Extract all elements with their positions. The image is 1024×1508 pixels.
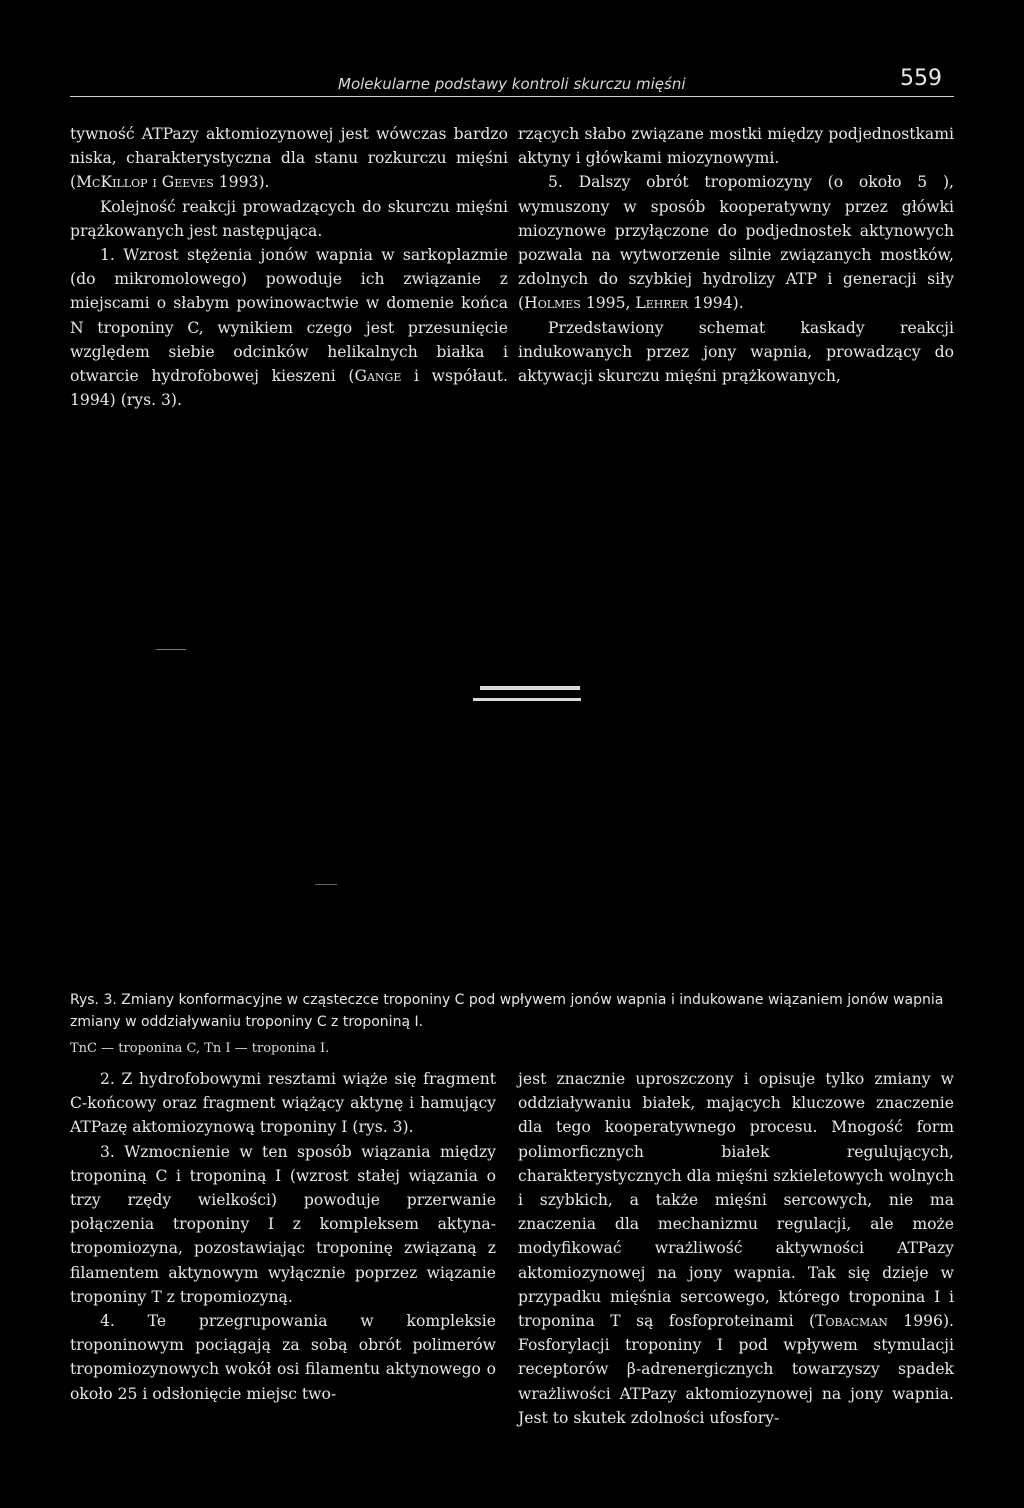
citation: Lehrer — [635, 294, 688, 313]
citation: Holmes — [524, 294, 581, 313]
paragraph: Kolejność reakcji prowadzących do skurczu mięśni prążkowanych jest następująca. — [70, 197, 508, 240]
running-header — [70, 66, 954, 97]
figure-legend: TnC — troponina C, Tn I — troponina I. — [70, 1041, 330, 1056]
figure-caption: Rys. 3. Zmiany konformacyjne w cząsteczce troponiny C pod wpływem jonów wapnia i indukowane wiązaniem jonów wapnia zmiany w oddziaływaniu troponiny C z troponiną I. — [70, 992, 944, 1030]
figure-mark — [480, 686, 580, 690]
column-top-right — [518, 122, 954, 388]
column-top-left — [70, 122, 508, 412]
paragraph: 4. Te przegrupowania w kompleksie troponinowym pociągają za sobą obrót polimerów tropomiozynowych wokół osi filamentu aktynowego o około 25 i odsłonięcie miejsc two- — [70, 1312, 496, 1403]
paragraph: 5. Dalszy obrót tropomiozyny (o około 5 ), wymuszony w sposób kooperatywny przez główki miozynowe przyłączone do podjednostek aktynowych pozwala na wytworzenie silnie związanych mostków, zdolnych do szybkiej hydrolizy ATP i generacji siły (Holmes 1995, Lehrer 1994). — [518, 173, 954, 313]
citation: McKillop i Geeves — [76, 173, 214, 192]
page-number: 559 — [900, 66, 942, 91]
paragraph: rzących słabo związane mostki między podjednostkami aktyny i główkami miozynowymi. — [518, 125, 954, 168]
column-bottom-left — [70, 1067, 496, 1406]
column-bottom-right — [518, 1067, 954, 1430]
figure-mark — [315, 884, 337, 885]
figure-mark — [156, 649, 186, 650]
paragraph: Przedstawiony schemat kaskady reakcji indukowanych przez jony wapnia, prowadzący do aktywacji skurczu mięśni prążkowanych, — [518, 318, 954, 386]
citation: Tobacman — [815, 1312, 888, 1331]
figure-3 — [70, 432, 954, 972]
paragraph: 2. Z hydrofobowymi resztami wiąże się fragment C-końcowy oraz fragment wiążący aktynę i hamujący ATPazę aktomiozynową troponiny I (rys. 3). — [70, 1070, 496, 1137]
paragraph: 1. Wzrost stężenia jonów wapnia w sarkoplazmie (do mikromolowego) powoduje ich związanie z miejscami o słabym powinowactwie w domenie końca N troponiny C, wynikiem czego jest przesunięcie względem siebie odcinków helikalnych białka i otwarcie hydrofobowej kieszeni (Gange i współaut. 1994) (rys. 3). — [70, 246, 508, 410]
citation: Gange — [354, 367, 402, 386]
paragraph: 3. Wzmocnienie w ten sposób wiązania między troponiną C i troponiną I (wzrost stałej wiązania o trzy rzędy wielkości) powoduje przerwanie połączenia troponiny I z kompleksem aktyna-tropomiozyna, pozostawiając troponinę związaną z filamentem aktynowym wyłącznie poprzez wiązanie troponiny T z tropomiozyną. — [70, 1142, 496, 1306]
paragraph: tywność ATPazy aktomiozynowej jest wówczas bardzo niska, charakterystyczna dla stanu rozkurczu mięśni (McKillop i Geeves 1993). — [70, 125, 508, 192]
running-title: Molekularne podstawy kontroli skurczu mięśni — [338, 75, 686, 93]
figure-mark — [473, 698, 581, 701]
paragraph: jest znacznie uproszczony i opisuje tylko zmiany w oddziaływaniu białek, mających kluczowe znaczenie dla tego kooperatywnego procesu. Mnogość form polimorficznych białek regulujących, charakterystycznych dla mięśni szkieletowych wolnych i szybkich, a także mięśni sercowych, nie ma znaczenia dla mechanizmu regulacji, ale może modyfikować wrażliwość aktywności ATPazy aktomiozynowej na jony wapnia. Tak się dzieje w przypadku mięśnia sercowego, którego troponina I i troponina T są fosfoproteinami (Tobacman 1996). Fosforylacji troponiny I pod wpływem stymulacji receptorów β-adrenergicznych towarzyszy spadek wrażliwości ATPazy aktomiozynowej na jony wapnia. Jest to skutek zdolności ufosfory- — [518, 1070, 955, 1427]
